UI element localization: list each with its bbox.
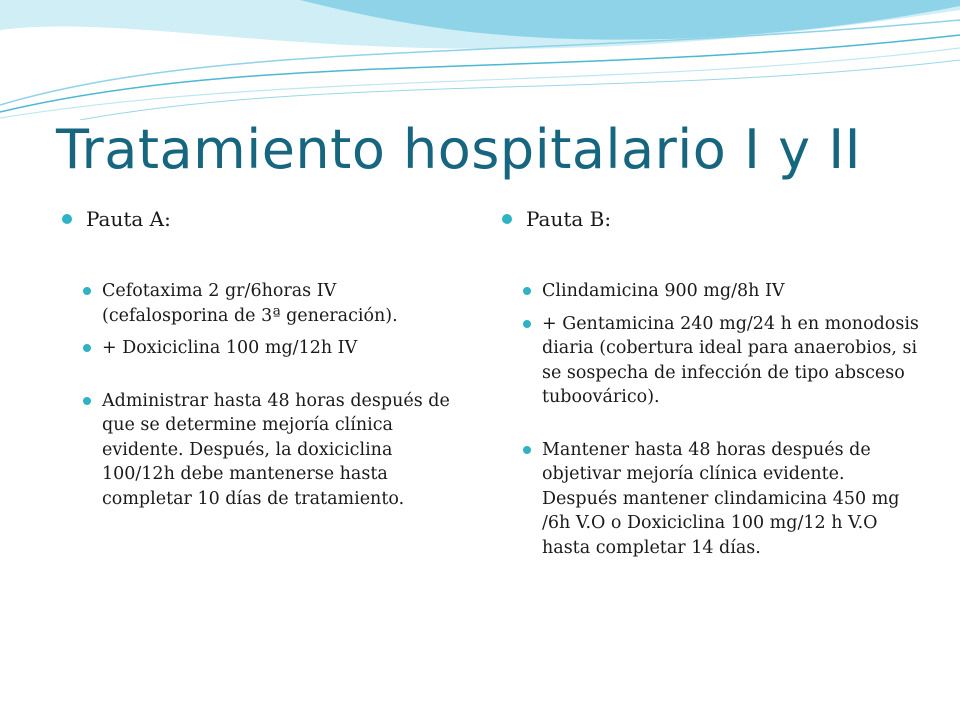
pauta-a-heading [62, 205, 462, 233]
bullet-icon [83, 287, 91, 295]
pauta-a-list [62, 279, 462, 511]
bullet-icon [523, 446, 531, 454]
list-item: + Gentamicina 240 mg/24 h en monodosis diaria (cobertura ideal para anaerobios, si se sospecha de infección de tipo absceso tuboovárico). [544, 312, 922, 410]
list-item: + Doxiciclina 100 mg/12h IV [104, 336, 462, 361]
pauta-a-column [62, 205, 462, 519]
pauta-b-list [502, 279, 922, 560]
bullet-icon [523, 287, 531, 295]
pauta-b-label: Pauta B: [526, 207, 612, 231]
list-item: Clindamicina 900 mg/8h IV [544, 279, 922, 304]
list-item: Mantener hasta 48 horas después de objetivar mejoría clínica evidente. Después mantener clindamicina 450 mg /6h V.O o Doxiciclina 100 mg/12 h V.O hasta completar 14 días. [544, 438, 922, 561]
bullet-icon [62, 214, 72, 224]
pauta-b-column [502, 205, 922, 568]
pauta-b-heading [502, 205, 922, 233]
list-item: Administrar hasta 48 horas después de que se determine mejoría clínica evidente. Después, la doxiciclina 100/12h debe mantenerse hasta completar 10 días de tratamiento. [104, 389, 462, 512]
bullet-icon [83, 344, 91, 352]
decorative-wave-header [0, 0, 960, 120]
pauta-a-label: Pauta A: [86, 207, 171, 231]
bullet-icon [83, 397, 91, 405]
bullet-icon [523, 320, 531, 328]
slide-title: Tratamiento hospitalario I y II [56, 118, 862, 181]
bullet-icon [502, 214, 512, 224]
list-item: Cefotaxima 2 gr/6horas IV (cefalosporina de 3ª generación). [104, 279, 462, 328]
